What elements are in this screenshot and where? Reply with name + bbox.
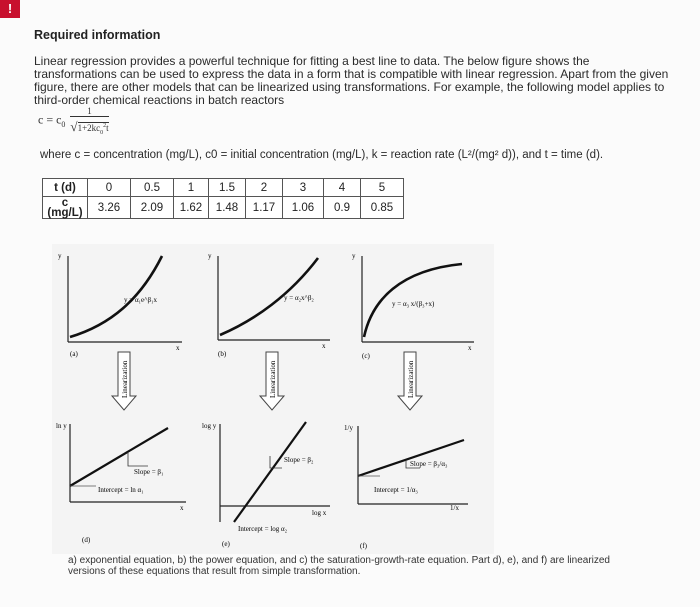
- panel-label-b: (b): [218, 350, 227, 358]
- table-cell: 1.48: [209, 197, 246, 219]
- table-cell: 3: [283, 179, 324, 197]
- formula-radicand-sup: 2: [103, 123, 107, 129]
- variable-definitions: where c = concentration (mg/L), c0 = initial concentration (mg/L), k = reaction rate (L²/(mg² d)), and t = time (d).: [40, 149, 604, 161]
- panel-label-f: (f): [360, 542, 367, 550]
- table-cell: 2.09: [131, 197, 174, 219]
- equation-a: y = α₁e^β₁x: [124, 296, 157, 304]
- formula-radicand-sub: 0: [100, 129, 104, 136]
- alert-icon: !: [7, 1, 13, 16]
- intercept-label-f: Intercept = 1/α₃: [374, 486, 418, 494]
- equation-c: y = α₃ x/(β₃+x): [392, 300, 435, 308]
- table-header-t: t (d): [43, 179, 88, 197]
- linearization-label: Linearization: [121, 360, 129, 398]
- table-cell: 0: [88, 179, 131, 197]
- table-cell: 4: [324, 179, 361, 197]
- formula-numerator: 1: [70, 106, 108, 117]
- equation-b: y = α₂x^β₂: [284, 294, 314, 302]
- axis-label-ln-y: ln y: [56, 422, 67, 430]
- slope-label-e: Slope = β₂: [284, 456, 314, 464]
- table-cell: 1.62: [174, 197, 209, 219]
- formula-radicand-t: t: [106, 123, 109, 133]
- formula-radicand: 1+2kc: [77, 123, 101, 133]
- table-cell: 3.26: [88, 197, 131, 219]
- axis-label-y: y: [208, 252, 212, 260]
- table-cell: 0.9: [324, 197, 361, 219]
- table-cell: 5: [361, 179, 404, 197]
- linearization-label: Linearization: [407, 360, 415, 398]
- panel-label-e: (e): [222, 540, 230, 548]
- figure-caption: a) exponential equation, b) the power equation, and c) the saturation-growth-rate equation. Part d), e), and f) are linearized versions of these equations that result from simple transformation.: [68, 555, 610, 577]
- axis-label-x: x: [468, 344, 472, 352]
- slope-label-d: Slope = β₁: [134, 468, 164, 476]
- section-title: Required information: [34, 28, 161, 42]
- table-header-c-unit: (mg/L): [47, 206, 83, 219]
- intro-paragraph: Linear regression provides a powerful technique for fitting a best line to data. The below figure shows the transformations can be used to express the data in a form that is compatible with linear regression. Apart from the given figure, there are other models that can be linearized using transformations. For example, the following model applies to third-order chemical reactions in batch reactors: [34, 54, 669, 107]
- axis-label-log-y: log y: [202, 422, 217, 430]
- table-cell: 2: [246, 179, 283, 197]
- rate-formula: $c = c_0$ $\frac{1}{√1+2kc_0^2t}$: [38, 106, 109, 136]
- table-cell: 1: [174, 179, 209, 197]
- table-cell: 1.5: [209, 179, 246, 197]
- intercept-label-d: Intercept = ln α₁: [98, 486, 144, 494]
- intercept-label-e: Intercept = log α₂: [238, 525, 288, 533]
- table-header-c-top: c: [61, 196, 69, 209]
- axis-label-log-x: log x: [312, 509, 327, 517]
- panel-label-a: (a): [70, 350, 78, 358]
- table-cell: 0.5: [131, 179, 174, 197]
- axis-label-x: x: [180, 504, 184, 512]
- panel-label-c: (c): [362, 352, 370, 360]
- axis-label-inv-x: 1/x: [450, 504, 459, 512]
- formula-c0-sub: 0: [61, 120, 66, 130]
- axis-label-x: x: [322, 342, 326, 350]
- panel-label-d: (d): [82, 536, 91, 544]
- table-cell: 1.17: [246, 197, 283, 219]
- axis-label-x: x: [176, 344, 180, 352]
- axis-label-y: y: [58, 252, 62, 260]
- formula-lhs: c = c: [38, 112, 62, 127]
- linearization-label: Linearization: [269, 360, 277, 398]
- axis-label-y: y: [352, 252, 356, 260]
- slope-label-f: Slope = β₃/α₃: [410, 460, 448, 468]
- axis-label-inv-y: 1/y: [344, 424, 353, 432]
- table-cell: 0.85: [361, 197, 404, 219]
- table-cell: 1.06: [283, 197, 324, 219]
